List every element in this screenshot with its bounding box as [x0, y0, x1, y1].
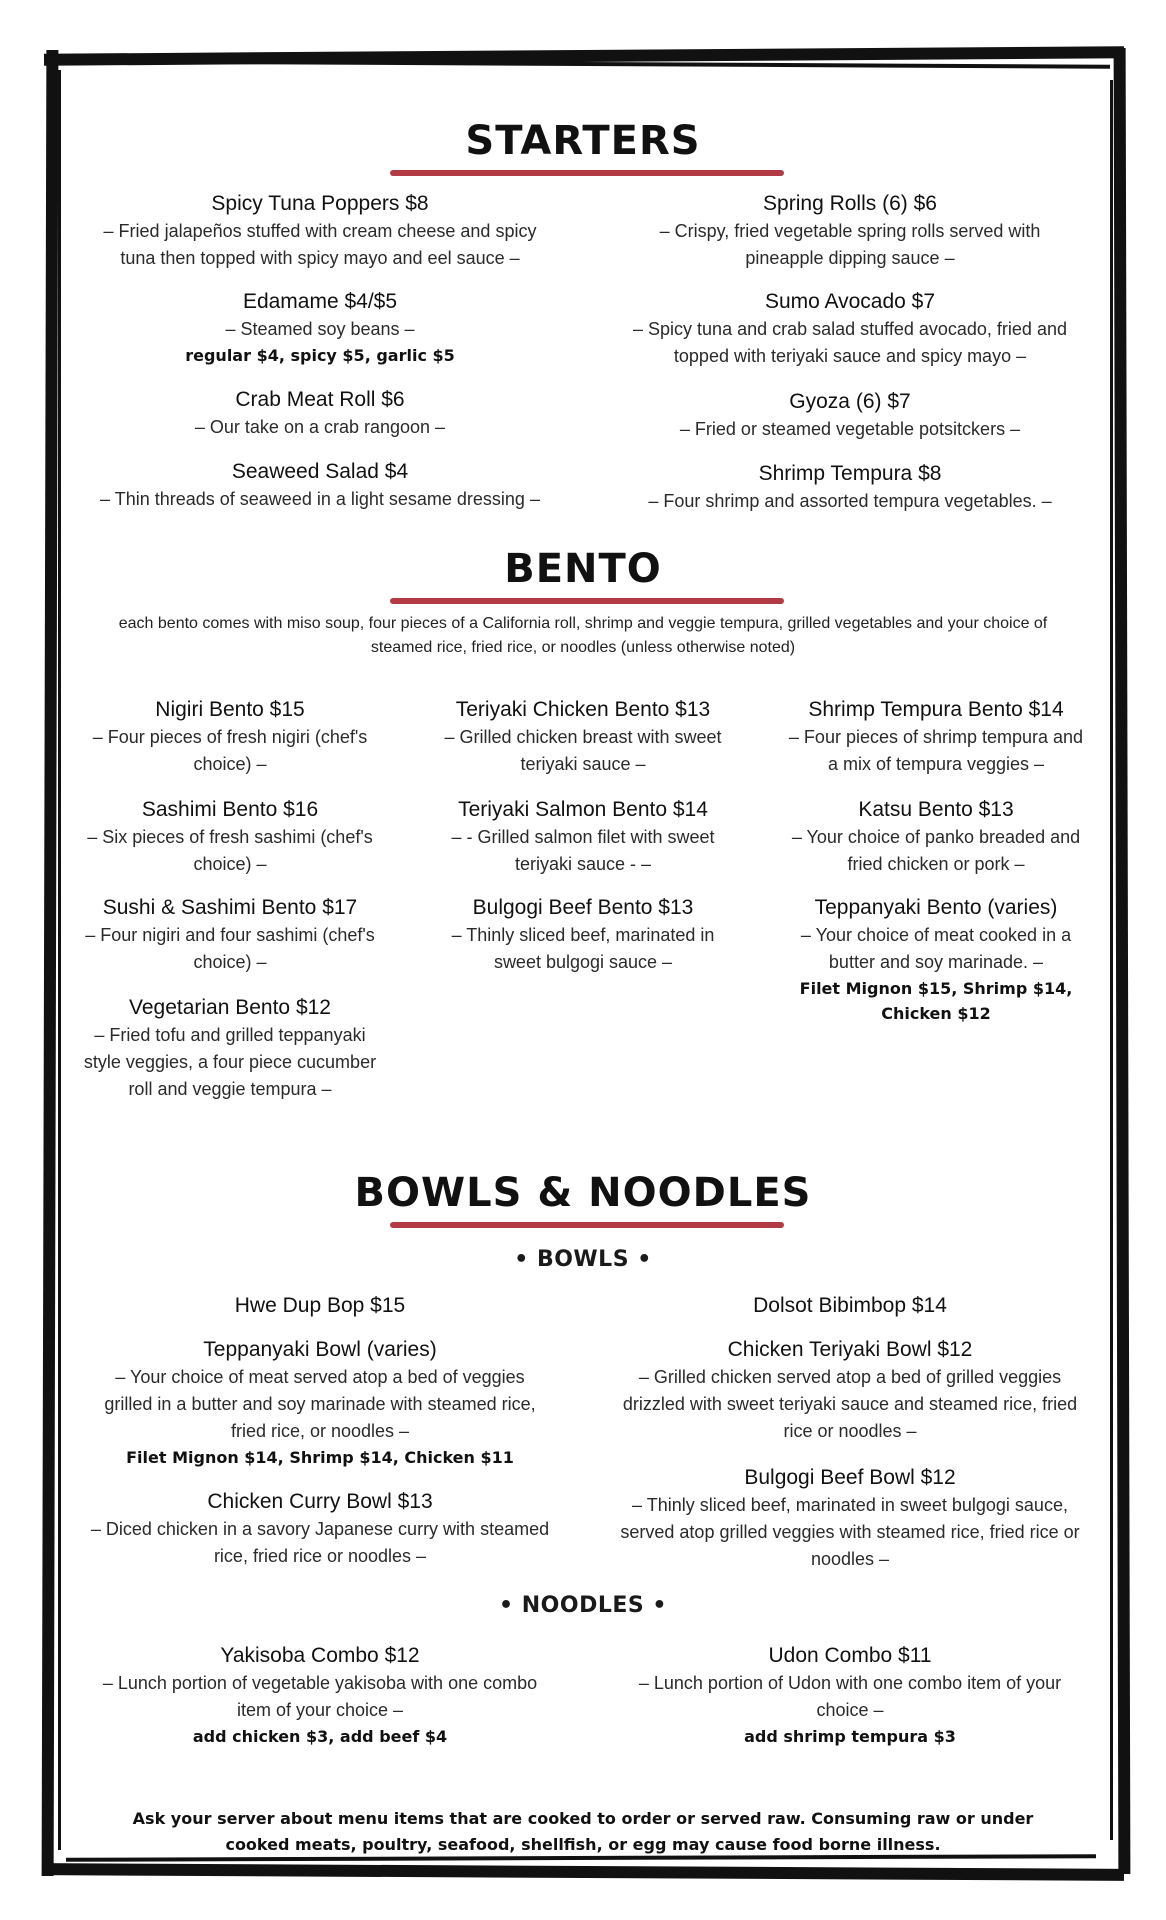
menu-frame-left-inner — [58, 70, 61, 1850]
item-options: add shrimp tempura $3 — [744, 1727, 956, 1746]
subheading-noodles: • NOODLES • — [499, 1593, 667, 1618]
section-title-bowls-noodles: BOWLS & NOODLES — [354, 1170, 812, 1216]
menu-item — [90, 1292, 550, 1320]
menu-item — [620, 190, 1080, 272]
bento-note: each bento comes with miso soup, four pieces of a California roll, shrimp and veggie tempura, grilled vegetables and your choice of steamed rice, fried rice, or noodles (unless otherwise noted) — [118, 615, 1048, 656]
item-description: – Four pieces of shrimp tempura and a mix of tempura veggies – — [788, 727, 1084, 774]
item-description: – Six pieces of fresh sashimi (chef's choice) – — [87, 827, 373, 874]
menu-item — [786, 894, 1086, 1026]
item-options: Filet Mignon $15, Shrimp $14, Chicken $12 — [799, 979, 1073, 1023]
item-description: – Our take on a crab rangoon – — [194, 417, 446, 437]
menu-item — [433, 796, 733, 878]
item-description: – Diced chicken in a savory Japanese curry with steamed rice, fried rice or noodles – — [90, 1519, 550, 1566]
menu-item — [433, 894, 733, 976]
menu-item — [620, 460, 1080, 515]
item-description: – Fried jalapeños stuffed with cream cheese and spicy tuna then topped with spicy mayo and eel sauce – — [103, 221, 537, 268]
menu-item — [620, 1642, 1080, 1749]
section-divider-bowls-noodles — [390, 1222, 784, 1228]
item-name: Chicken Curry Bowl $13 — [207, 1490, 433, 1513]
item-name: Shrimp Tempura Bento $14 — [808, 698, 1064, 721]
menu-item — [620, 1292, 1080, 1320]
item-description: – Crispy, fried vegetable spring rolls served with pineapple dipping sauce – — [659, 221, 1041, 268]
item-options: Filet Mignon $14, Shrimp $14, Chicken $11 — [126, 1448, 514, 1467]
menu-frame-right-inner — [1110, 80, 1113, 1840]
item-name: Seaweed Salad $4 — [231, 460, 409, 483]
item-name: Chicken Teriyaki Bowl $12 — [727, 1338, 973, 1361]
item-name: Bulgogi Beef Bento $13 — [472, 896, 694, 919]
item-description: – Spicy tuna and crab salad stuffed avocado, fried and topped with teriyaki sauce and spicy mayo – — [633, 319, 1067, 366]
item-description: – Steamed soy beans – — [225, 319, 415, 339]
item-description: – Fried tofu and grilled teppanyaki style veggies, a four piece cucumber roll and veggie tempura – — [83, 1025, 377, 1099]
item-description: – Grilled chicken breast with sweet teriyaki sauce – — [444, 727, 722, 774]
menu-item — [786, 796, 1086, 878]
item-name: Yakisoba Combo $12 — [220, 1644, 420, 1667]
menu-item — [90, 1488, 550, 1570]
item-options: add chicken $3, add beef $4 — [192, 1727, 448, 1746]
item-name: Teppanyaki Bento (varies) — [814, 896, 1058, 919]
item-description: – Your choice of panko breaded and fried chicken or pork – — [791, 827, 1081, 874]
menu-item — [433, 696, 733, 778]
menu-item — [620, 388, 1080, 443]
item-description: – Grilled chicken served atop a bed of grilled veggies drizzled with sweet teriyaki sauce and steamed rice, fried rice or noodles – — [622, 1367, 1078, 1441]
item-name: Hwe Dup Bop $15 — [234, 1294, 406, 1317]
item-name: Teriyaki Salmon Bento $14 — [458, 798, 708, 821]
menu-item — [90, 190, 550, 272]
item-description: – Lunch portion of Udon with one combo item of your choice – — [638, 1673, 1062, 1720]
item-description: – Thinly sliced beef, marinated in sweet bulgogi sauce, served atop grilled veggies with steamed rice, fried rice or noodles – — [620, 1495, 1080, 1569]
item-description: – Fried or steamed vegetable potsitckers – — [679, 419, 1021, 439]
item-name: Bulgogi Beef Bowl $12 — [744, 1466, 956, 1489]
subheading-bowls: • BOWLS • — [514, 1247, 652, 1272]
menu-item — [90, 386, 550, 441]
item-name: Dolsot Bibimbop $14 — [753, 1294, 947, 1317]
item-name: Nigiri Bento $15 — [155, 698, 305, 721]
item-name: Vegetarian Bento $12 — [128, 996, 331, 1019]
item-description: – Four shrimp and assorted tempura vegetables. – — [648, 491, 1052, 511]
section-title-starters: STARTERS — [465, 118, 701, 164]
menu-frame-bottom — [44, 1863, 1124, 1881]
menu-item — [80, 994, 380, 1103]
item-name: Sushi & Sashimi Bento $17 — [102, 896, 358, 919]
item-name: Udon Combo $11 — [768, 1644, 932, 1667]
menu-item — [90, 1642, 550, 1749]
menu-item — [80, 894, 380, 976]
item-name: Katsu Bento $13 — [858, 798, 1014, 821]
item-name: Sashimi Bento $16 — [141, 798, 319, 821]
section-divider-starters — [390, 170, 784, 176]
item-description: – Four nigiri and four sashimi (chef's choice) – — [85, 925, 375, 972]
item-options: regular $4, spicy $5, garlic $5 — [185, 346, 455, 365]
item-description: – Your choice of meat cooked in a butter and soy marinade. – — [800, 925, 1072, 972]
menu-item — [80, 796, 380, 878]
item-name: Teppanyaki Bowl (varies) — [203, 1338, 437, 1361]
item-name: Spicy Tuna Poppers $8 — [211, 192, 429, 215]
section-divider-bento — [390, 598, 784, 604]
item-name: Spring Rolls (6) $6 — [763, 192, 937, 215]
item-description: – - Grilled salmon filet with sweet teriyaki sauce - – — [451, 827, 715, 874]
item-name: Crab Meat Roll $6 — [235, 388, 405, 411]
item-name: Edamame $4/$5 — [242, 290, 398, 313]
menu-item — [620, 288, 1080, 370]
food-safety-disclaimer: Ask your server about menu items that are cooked to order or served raw. Consuming raw or under cooked meats, poultry, seafood, shellfish, or egg may cause food borne illness. — [132, 1809, 1034, 1854]
menu-item — [90, 458, 550, 513]
menu-item — [90, 1336, 550, 1470]
item-description: – Lunch portion of vegetable yakisoba with one combo item of your choice – — [102, 1673, 538, 1720]
item-description: – Thin threads of seaweed in a light sesame dressing – — [100, 489, 540, 509]
item-name: Shrimp Tempura $8 — [758, 462, 942, 485]
menu-item — [786, 696, 1086, 778]
menu-item — [90, 288, 550, 368]
item-description: – Your choice of meat served atop a bed of veggies grilled in a butter and soy marinade with steamed rice, fried rice, or noodles – — [104, 1367, 536, 1441]
item-description: – Thinly sliced beef, marinated in sweet bulgogi sauce – — [451, 925, 715, 972]
item-name: Gyoza (6) $7 — [789, 390, 911, 413]
menu-item — [620, 1336, 1080, 1445]
item-description: – Four pieces of fresh nigiri (chef's choice) – — [92, 727, 368, 774]
item-name: Teriyaki Chicken Bento $13 — [455, 698, 711, 721]
menu-item — [620, 1464, 1080, 1573]
menu-item — [80, 696, 380, 778]
item-name: Sumo Avocado $7 — [764, 290, 936, 313]
section-title-bento: BENTO — [504, 546, 662, 592]
